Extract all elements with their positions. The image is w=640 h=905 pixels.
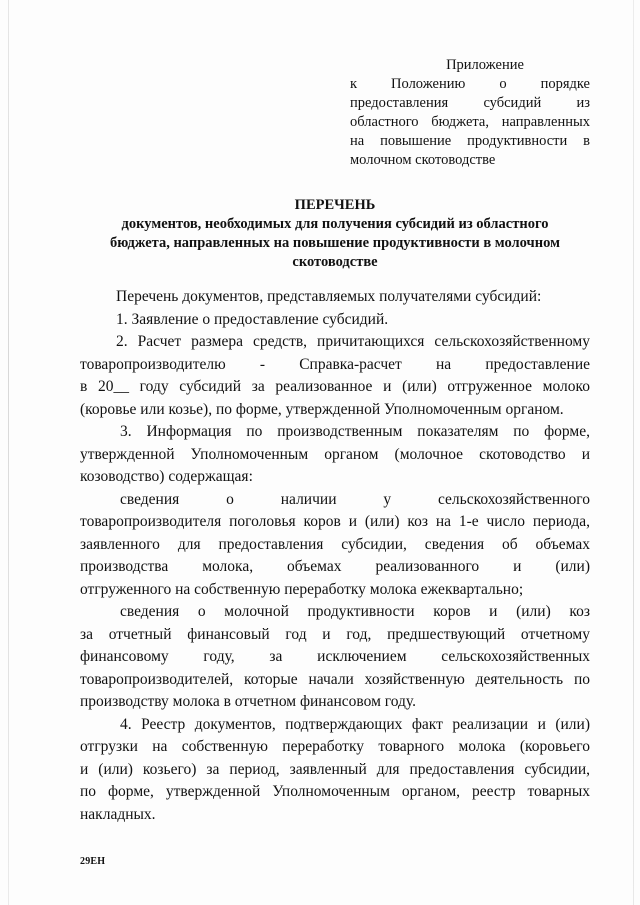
list-item-4: 4. Реестр документов, подтверждающих факт реализации и (или) [120, 715, 590, 733]
scan-edge-right [633, 0, 634, 905]
body-line: и (или) козьего) за период, заявленный для предоставления субсидии, [80, 760, 590, 778]
appendix-line: предоставления субсидий из [350, 95, 590, 111]
body-line: отгрузки на собственную переработку товарного молока (коровьего [80, 738, 590, 755]
appendix-line: к Положению о порядке [350, 76, 590, 92]
body-line: Перечень документов, представляемых получателями субсидий: [116, 288, 542, 305]
body-line: товаропроизводителей, которые начали хозяйственную деятельность по [80, 670, 590, 688]
appendix-line: областного бюджета, направленных [350, 114, 590, 130]
body-line: сведения о наличии у сельскохозяйственного [120, 490, 590, 508]
body-line: в 20__ году субсидий за реализованное и (или) отгруженное молоко [80, 378, 590, 395]
body-line: товаропроизводителю - Справка-расчет на предоставление [80, 355, 590, 373]
body-line: за отчетный финансовый год и год, предшествующий отчетному [80, 625, 590, 643]
appendix-note [350, 56, 590, 170]
appendix-title: Приложение [446, 57, 524, 73]
body-line: заявленного для предоставления субсидии, сведения об объемах [80, 535, 590, 553]
appendix-line: на повышение продуктивности в [350, 133, 590, 149]
heading-title: ПЕРЕЧЕНЬ [294, 197, 376, 213]
appendix-line: молочном скотоводстве [350, 152, 496, 168]
body-line: по форме, утвержденной Уполномоченным органом, реестр товарных [80, 783, 590, 800]
heading-subtitle-line: скотоводстве [292, 254, 378, 270]
heading-subtitle-line: бюджета, направленных на повышение продуктивности в молочном [110, 235, 560, 251]
list-item-3: 3. Информация по производственным показателям по форме, [120, 423, 590, 440]
body-line: накладных. [80, 805, 156, 823]
body-line: производству молока в отчетном финансовом году. [80, 693, 416, 710]
body-line: (коровье или козье), по форме, утвержденной Уполномоченным органом. [80, 400, 564, 418]
heading-subtitle-line: документов, необходимых для получения субсидий из областного [121, 216, 549, 232]
list-item-2: 2. Расчет размера средств, причитающихся сельскохозяйственному [116, 333, 590, 350]
list-item-1: 1. Заявление о предоставление субсидий. [116, 310, 389, 328]
body-line: производства молока, объемах реализованного и (или) [80, 558, 590, 575]
body-line: отгруженного на собственную переработку молока ежеквартально; [80, 580, 524, 598]
document-heading [80, 196, 590, 272]
footer-code: 29ЕН [80, 856, 106, 867]
document-body [80, 286, 590, 826]
body-line: козоводство) содержащая: [80, 468, 253, 485]
body-line: товаропроизводителя поголовья коров и (или) коз на 1-е число периода, [80, 513, 590, 530]
body-line: финансовому году, за исключением сельскохозяйственных [80, 648, 590, 665]
body-line: сведения о молочной продуктивности коров и (или) коз [120, 603, 590, 620]
scan-edge-left [8, 0, 9, 905]
body-line: утвержденной Уполномоченным органом (молочное скотоводство и [80, 445, 590, 463]
